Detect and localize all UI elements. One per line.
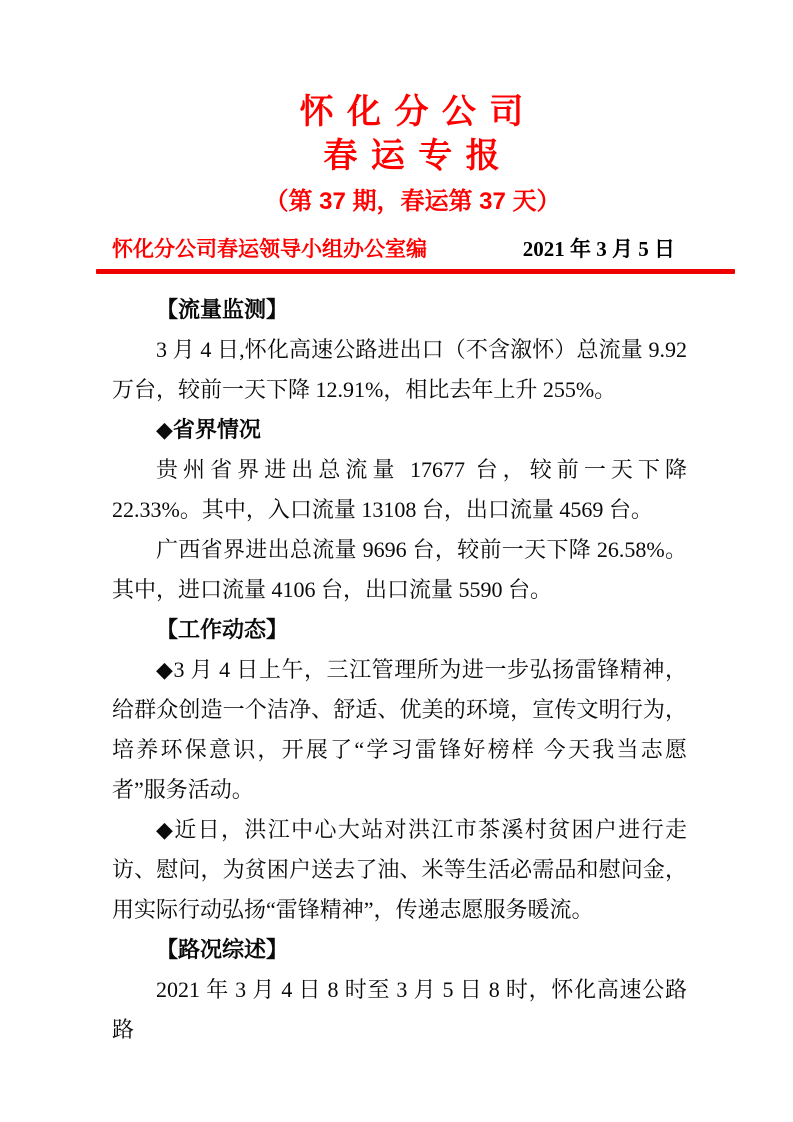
paragraph-road-conditions-intro: 2021 年 3 月 4 日 8 时至 3 月 5 日 8 时，怀化高速公路路 (112, 977, 687, 1042)
masthead-row (112, 234, 713, 265)
paragraph-traffic-summary: 3 月 4 日,怀化高速公路进出口（不含溆怀）总流量 9.92 万台，较前一天下降 12.91%，相比去年上升 255%。 (112, 337, 687, 402)
document-body (112, 290, 713, 1050)
issue-number-subtitle: （第 37 期，春运第 37 天） (264, 188, 561, 215)
editor-office-label: 怀化分公司春运领导小组办公室编 (112, 238, 427, 261)
section-header-road-conditions: 【路况综述】 (156, 937, 289, 962)
paragraph-sanjiang-leifeng-activity: ◆3 月 4 日上午，三江管理所为进一步弘扬雷锋精神，给群众创造一个洁净、舒适、优美的环境，宣传文明行为，培养环保意识，开展了“学习雷锋好榜样 今天我当志愿者”服务活动。 (112, 657, 687, 802)
document-title-line2: 春 运 专 报 (323, 137, 502, 175)
paragraph-hongjiang-poverty-visit: ◆近日，洪江中心大站对洪江市茶溪村贫困户进行走访、慰问，为贫困户送去了油、米等生活必需品和慰问金，用实际行动弘扬“雷锋精神”，传递志愿服务暖流。 (112, 817, 687, 922)
paragraph-guangxi-border-flow: 广西省界进出总流量 9696 台，较前一天下降 26.58%。其中，进口流量 4106 台，出口流量 5590 台。 (112, 537, 687, 602)
section-header-traffic-monitoring: 【流量监测】 (156, 297, 289, 322)
section-header-work-updates: 【工作动态】 (156, 617, 289, 642)
subheader-provincial-border-status: ◆省界情况 (156, 417, 261, 442)
red-divider-rule (96, 269, 735, 274)
document-title-line1: 怀 化 分 公 司 (299, 93, 526, 131)
paragraph-guizhou-border-flow: 贵州省界进出总流量 17677 台，较前一天下降 22.33%。其中，入口流量 13108 台，出口流量 4569 台。 (112, 457, 687, 522)
publish-date: 2021 年 3 月 5 日 (522, 237, 675, 261)
